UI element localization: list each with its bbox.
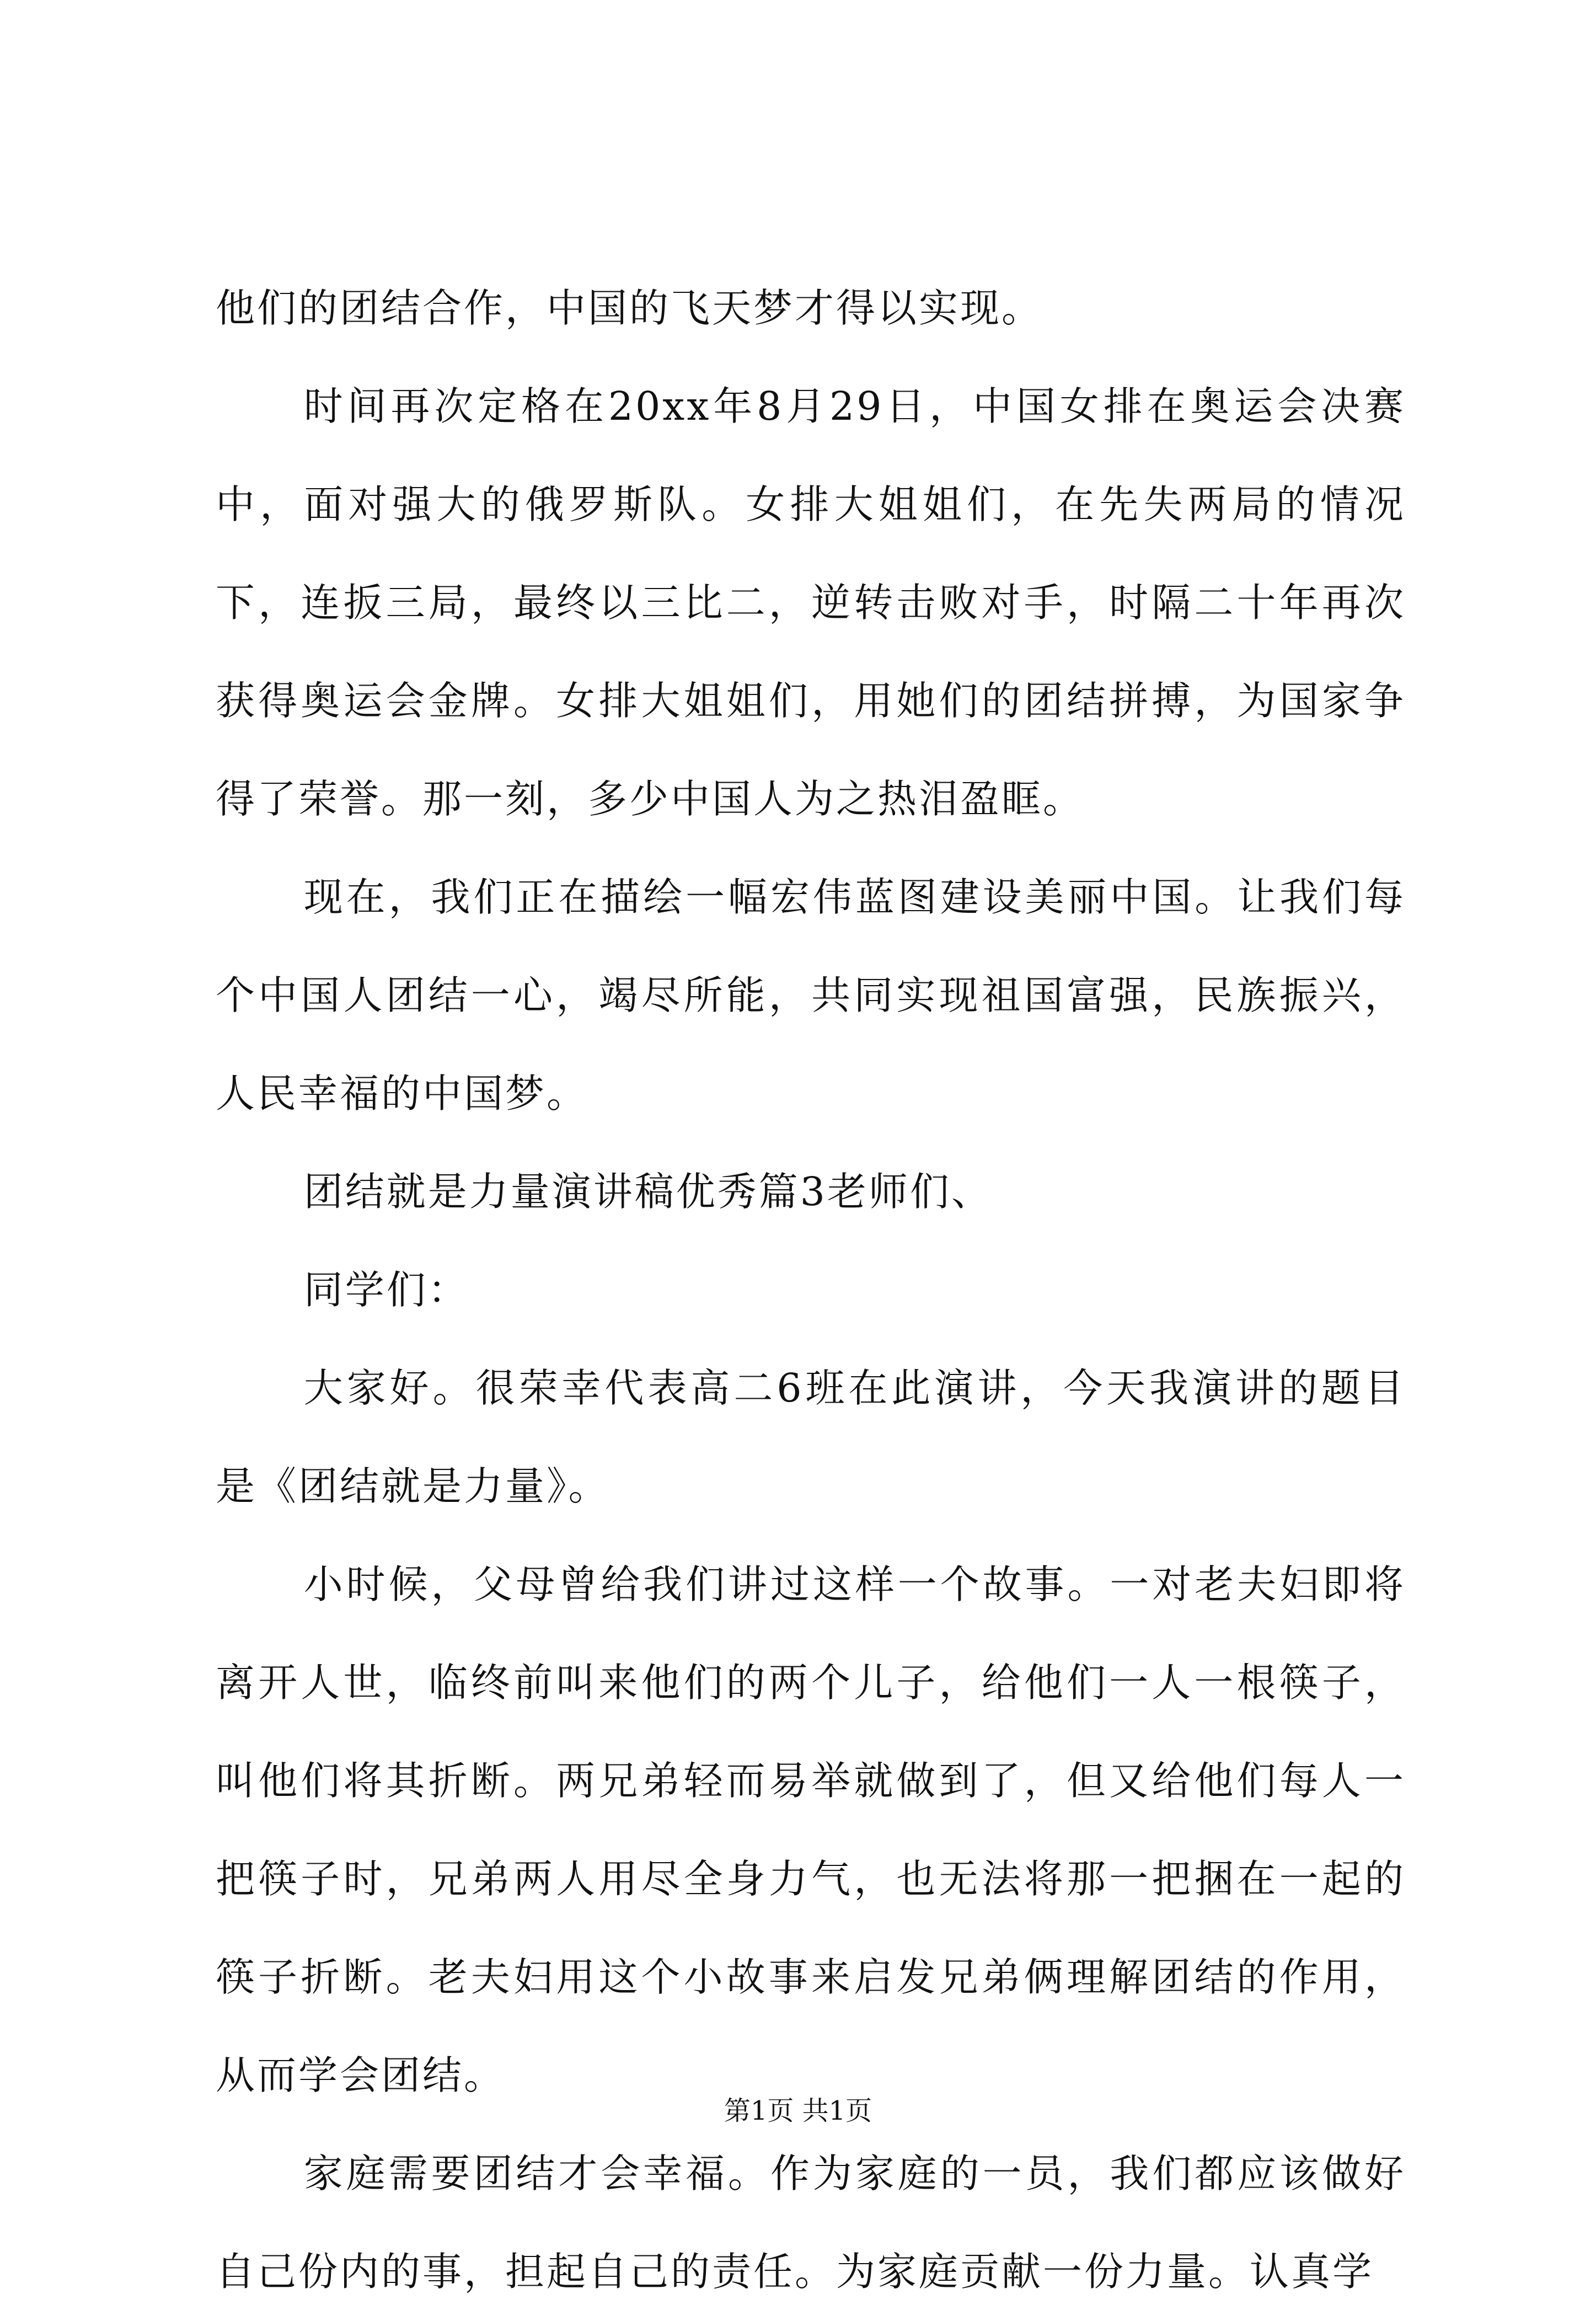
paragraph-4-heading: 团结就是力量演讲稿优秀篇3老师们、: [303, 1169, 993, 1215]
paragraph-1: 他们的团结合作，中国的飞天梦才得以实现。: [216, 285, 1043, 331]
paragraph-7: 小时候，父母曾给我们讲过这样一个故事。一对老夫妇即将离开人世，临终前叫来他们的两个儿子，给他们一人一根筷子，叫他们将其折断。两兄弟轻而易举就做到了，但又给他们每人一把筷子时，兄弟两人用尽全身力气，也无法将那一把捆在一起的筷子折断。老夫妇用这个小故事来启发兄弟俩理解团结的作用，从而学会团结。: [216, 1561, 1406, 2098]
paragraph-3: 现在，我们正在描绘一幅宏伟蓝图建设美丽中国。让我们每个中国人团结一心，竭尽所能，共同实现祖国富强，民族振兴，人民幸福的中国梦。: [216, 874, 1406, 1116]
paragraph-5-salutation: 同学们：: [303, 1267, 469, 1313]
paragraph-2: 时间再次定格在20xx年8月29日，中国女排在奥运会决赛中，面对强大的俄罗斯队。女排大姐姐们，在先失两局的情况下，连扳三局，最终以三比二，逆转击败对手，时隔二十年再次获得奥运会金牌。女排大姐姐们，用她们的团结拼搏，为国家争得了荣誉。那一刻，多少中国人为之热泪盈眶。: [216, 383, 1406, 822]
page-footer: 第1页 共1页: [724, 2095, 872, 2126]
paragraph-6: 大家好。很荣幸代表高二6班在此演讲，今天我演讲的题目是《团结就是力量》。: [216, 1365, 1406, 1509]
document-body: [216, 259, 1406, 2321]
paragraph-8: 家庭需要团结才会幸福。作为家庭的一员，我们都应该做好自己份内的事，担起自己的责任。为家庭贡献一份力量。认真学: [216, 2151, 1406, 2295]
